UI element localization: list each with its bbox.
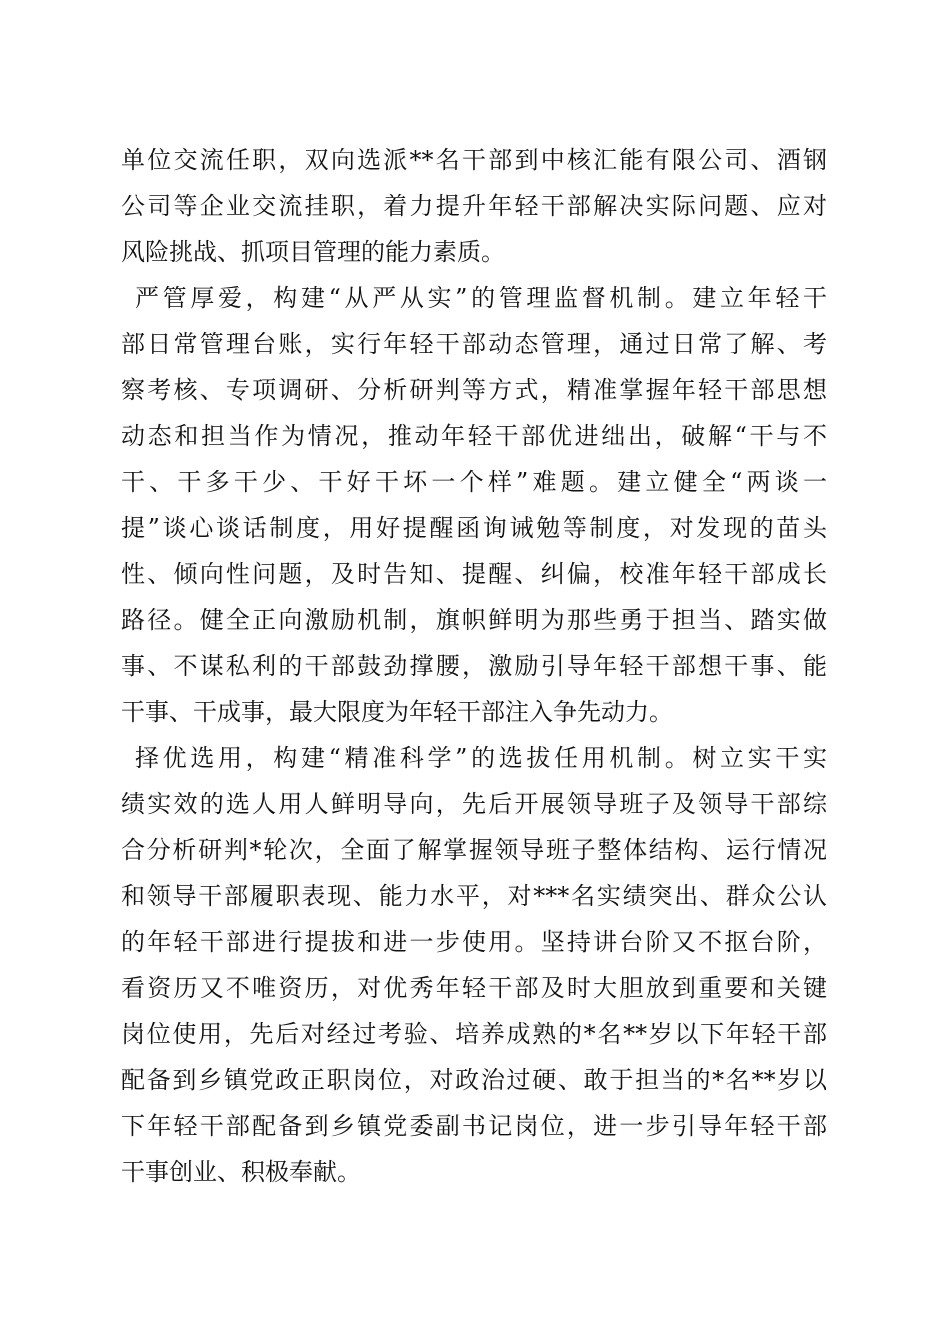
text-line: 单位交流任职，双向选派**名干部到中核汇能有限公司、酒钢 bbox=[121, 146, 827, 174]
text-line: 性、倾向性问题，及时告知、提醒、纠偏，校准年轻干部成长 bbox=[121, 560, 827, 588]
paragraph-1 bbox=[121, 137, 827, 275]
text-line: 动态和担当作为情况，推动年轻干部优进绌出，破解“干与不 bbox=[121, 422, 827, 450]
text-line: 部日常管理台账，实行年轻干部动态管理，通过日常了解、考 bbox=[121, 330, 827, 358]
text-line: 下年轻干部配备到乡镇党委副书记岗位，进一步引导年轻干部 bbox=[121, 1112, 827, 1140]
document-body bbox=[121, 137, 827, 1195]
text-line: 看资历又不唯资历，对优秀年轻干部及时大胆放到重要和关键 bbox=[121, 974, 827, 1002]
text-line: 合分析研判*轮次，全面了解掌握领导班子整体结构、运行情况 bbox=[121, 836, 827, 864]
text-line: 配备到乡镇党政正职岗位，对政治过硬、敢于担当的*名**岁以 bbox=[121, 1066, 827, 1094]
text-line: 风险挑战、抓项目管理的能力素质。 bbox=[121, 238, 505, 266]
paragraph-2 bbox=[121, 275, 827, 735]
text-line: 的年轻干部进行提拔和进一步使用。坚持讲台阶又不抠台阶， bbox=[121, 928, 827, 956]
text-line: 岗位使用，先后对经过考验、培养成熟的*名**岁以下年轻干部 bbox=[121, 1020, 827, 1048]
text-line: 干事创业、积极奉献。 bbox=[121, 1158, 361, 1186]
text-line: 察考核、专项调研、分析研判等方式，精准掌握年轻干部思想 bbox=[121, 376, 827, 404]
text-line: 干、干多干少、干好干坏一个样”难题。建立健全“两谈一 bbox=[121, 468, 827, 496]
paragraph-3 bbox=[121, 735, 827, 1195]
text-line: 择优选用，构建“精准科学”的选拔任用机制。树立实干实 bbox=[135, 744, 827, 772]
text-line: 严管厚爱，构建“从严从实”的管理监督机制。建立年轻干 bbox=[135, 284, 827, 312]
text-line: 事、不谋私利的干部鼓劲撑腰，激励引导年轻干部想干事、能 bbox=[121, 652, 827, 680]
text-line: 提”谈心谈话制度，用好提醒函询诫勉等制度，对发现的苗头 bbox=[121, 514, 827, 542]
text-line: 干事、干成事，最大限度为年轻干部注入争先动力。 bbox=[121, 698, 673, 726]
text-line: 和领导干部履职表现、能力水平，对***名实绩突出、群众公认 bbox=[121, 882, 827, 910]
text-line: 绩实效的选人用人鲜明导向，先后开展领导班子及领导干部综 bbox=[121, 790, 827, 818]
text-line: 公司等企业交流挂职，着力提升年轻干部解决实际问题、应对 bbox=[121, 192, 827, 220]
text-line: 路径。健全正向激励机制，旗帜鲜明为那些勇于担当、踏实做 bbox=[121, 606, 827, 634]
